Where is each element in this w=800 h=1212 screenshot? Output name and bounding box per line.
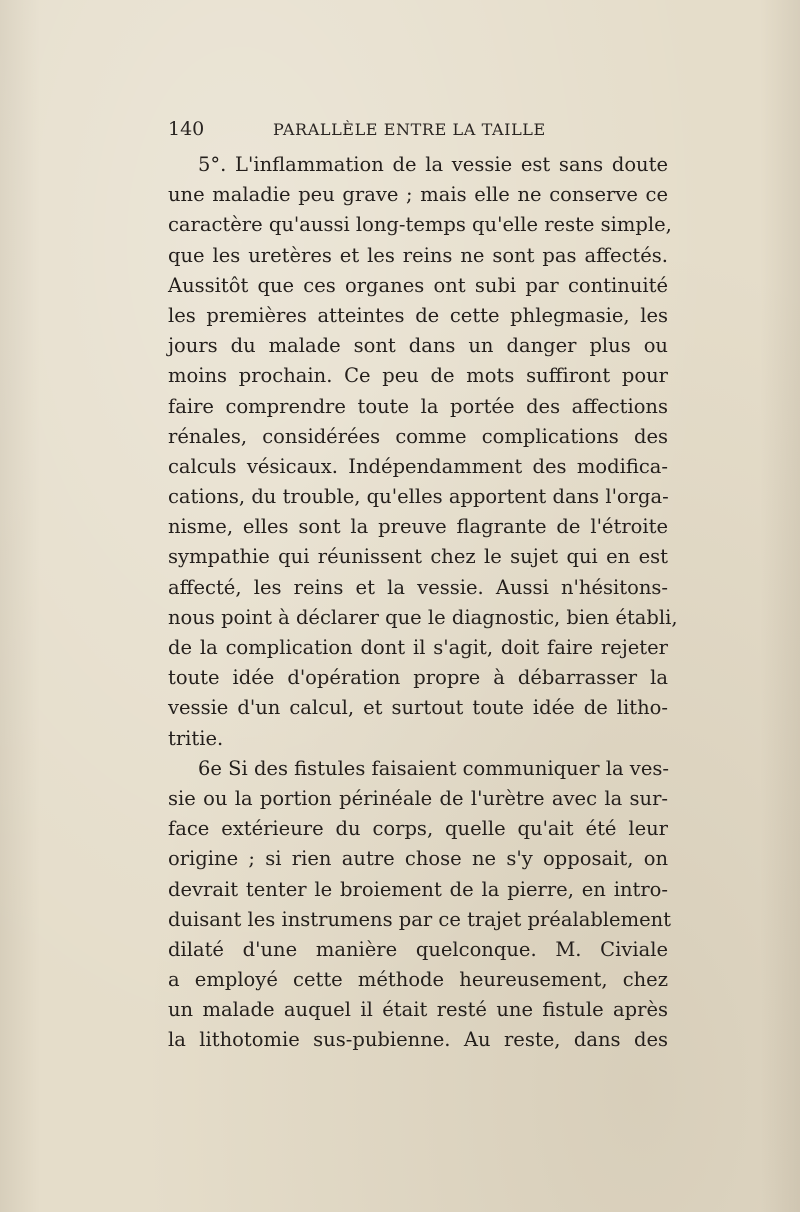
text-line: sympathie qui réunissent chez le sujet qui en est [168, 545, 668, 569]
paragraph-5 [168, 150, 678, 754]
text-line: cations, du trouble, qu'elles apportent dans l'orga- [168, 485, 669, 509]
text-line: rénales, considérées comme complications des [168, 424, 668, 448]
text-line: nisme, elles sont la preuve flagrante de l'étroite [168, 515, 668, 539]
text-line: un malade auquel il était resté une fistule après [168, 998, 668, 1022]
text-line: moins prochain. Ce peu de mots suffiront pour [168, 364, 668, 388]
text-line: nous point à déclarer que le diagnostic, bien établi, [168, 605, 678, 629]
text-line: tritie. [168, 726, 224, 750]
text-line: vessie d'un calcul, et surtout toute idée de litho- [168, 696, 668, 720]
text-line: Aussitôt que ces organes ont subi par continuité [168, 273, 668, 297]
page-header [168, 118, 668, 142]
text-line: calculs vésicaux. Indépendamment des modifica- [168, 454, 668, 478]
paragraph-6 [168, 754, 672, 1056]
running-head: PARALLÈLE ENTRE LA TAILLE [273, 120, 546, 139]
text-line: que les uretères et les reins ne sont pas affectés. [168, 243, 668, 267]
text-line: sie ou la portion périnéale de l'urètre avec la sur- [168, 786, 668, 810]
page-number: 140 [168, 118, 205, 140]
text-line: faire comprendre toute la portée des affections [168, 394, 668, 418]
text-line: de la complication dont il s'agit, doit faire rejeter [168, 636, 668, 659]
text-line: 5°. L'inflammation de la vessie est sans doute [198, 153, 668, 176]
text-line: caractère qu'aussi long-temps qu'elle reste simple, [168, 213, 672, 237]
text-line: face extérieure du corps, quelle qu'ait été leur [168, 817, 668, 841]
text-line: la lithotomie sus-pubienne. Au reste, dans des [168, 1028, 668, 1052]
text-line: les premières atteintes de cette phlegmasie, les [168, 303, 668, 327]
text-line: jours du malade sont dans un danger plus ou [168, 334, 668, 358]
text-line: toute idée d'opération propre à débarrasser la [168, 666, 668, 690]
body-text [168, 150, 678, 1056]
text-line: origine ; si rien autre chose ne s'y opposait, on [168, 847, 668, 871]
text-line: devrait tenter le broiement de la pierre, en intro- [168, 877, 668, 901]
text-line: dilaté d'une manière quelconque. M. Civiale [168, 937, 668, 961]
text-line: affecté, les reins et la vessie. Aussi n'hésitons- [168, 575, 668, 599]
text-line: a employé cette méthode heureusement, chez [168, 968, 668, 992]
text-line: une maladie peu grave ; mais elle ne conserve ce [168, 183, 668, 207]
text-line: 6e Si des fistules faisaient communiquer la ves- [198, 756, 669, 780]
text-line: duisant les instrumens par ce trajet préalablement [168, 907, 672, 931]
